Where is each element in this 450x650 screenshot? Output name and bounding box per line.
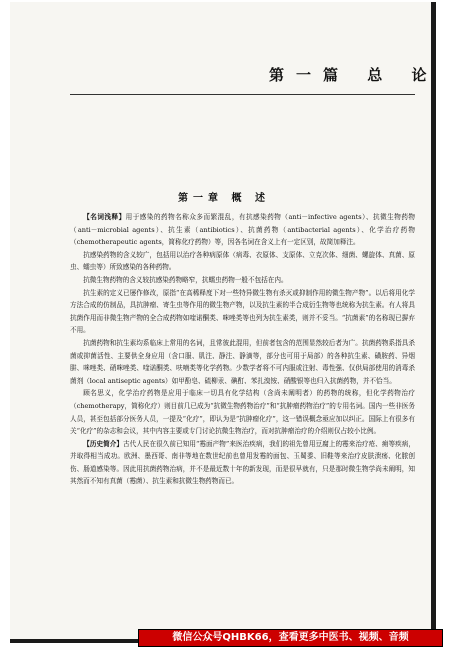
part-divider <box>70 94 415 95</box>
paragraph <box>70 249 415 274</box>
paragraph-text: 抗菌药物和抗生素均系临床上常用的名词，且常彼此混用，但前者包含的范围显然较后者为广。抗菌药物系指具杀菌或抑菌活性、主要供全身应用（含口服、肌注、静注、静滴等，部分也可用于局部）的各种抗生素、磺胺药、异烟肼、咪唑类、硝咪唑类、喹诺酮类、呋喃类等化学药物。少数学者将不可内服或注射、毒性强、仅供局部使用的消毒杀菌剂（local antiseptic agents）如甲酚皂、硫柳汞、碘酊、苯扎溴铵、硝酸银等也归入抗菌药物，并不恰当。 <box>70 338 415 385</box>
chapter-title: 第一章 概 述 <box>178 193 270 204</box>
paragraph-text: 古代人民在很久前已知用“霉面产物”来医治疾病，我们的祖先曾用豆腐上的霉来治疗疮、痈等疾病，并取得相当成功。欧洲、墨西哥、南非等地在数世纪前也曾用发霉的面包、玉蜀黍、旧鞋等来治疗皮肤溃疡、化脓创伤、肠道感染等。因此用抗菌药物治病，并不是最近数十年的新发现，而是很早就有，只是那时微生物学尚未阐明，知其然而不知有真菌（霉菌）、抗生素和抗微生物药物而已。 <box>70 439 416 486</box>
paragraph-text: 抗感染药物的含义较广，包括用以治疗各种病原体（病毒、衣原体、支原体、立克次体、细菌、螺旋体、真菌、原虫、蠕虫等）所致感染的各种药物。 <box>70 250 415 272</box>
paragraph-text: 抗微生物药物的含义较抗感染药物略窄，抗蠕虫药物一般不包括在内。 <box>83 275 288 284</box>
chapter-body <box>70 211 415 488</box>
paragraph <box>70 337 415 387</box>
footer-banner: 微信公众号QHBK66，查看更多中医书、视频、音频 <box>138 629 443 647</box>
paragraph-text: 用于感染的药物名称众多而繁混乱，有抗感染药物（anti－infective agents）、抗微生物药物（anti－microbial agents）、抗生素（antibiotics）、抗菌药物（antibacterial agents）、化学治疗药物（chemotherapeutic agents，简称化疗药物）等，因各名词在含义上有一定区别，故简加释注。 <box>70 213 415 247</box>
paragraph-text: 顾名思义，化学治疗药物是应用于临床一切具有化学结构（含尚未阐明者）的药物的统称，但化学药物治疗（chemotherapy，简称化疗）则目前几已成为“抗微生物药物治疗”和“抗肿瘤药物治疗”的专用名词。国内一些非医务人员，甚至包括部分医务人员，一提及“化疗”，即认为是“抗肿瘤化疗”，这一错误概念亟应加以纠正。国际上有很多有关“化疗”的杂志和会议，其中内容主要或专门讨论抗微生物治疗，而对抗肿瘤治疗的介绍则仅占较小比例。 <box>70 389 415 436</box>
paragraph-tag: 【名词浅释】 <box>83 213 126 221</box>
paragraph <box>70 387 415 437</box>
paragraph <box>70 438 415 488</box>
book-page <box>10 2 439 643</box>
paragraph <box>70 274 415 287</box>
paragraph-tag: 【历史简介】 <box>83 439 123 448</box>
paragraph-text: 抗生素的定义已屡作修改，原指“在高稀释度下对一些特异微生物有杀灭或抑制作用的微生物产物”。以后将用化学方法合成的仿制品，具抗肿瘤、寄生虫等作用的微生物产物，以及抗生素的半合成衍生物等也统称为抗生素。有人将具抗菌作用而非微生物产物的全合成药物如喹诺酮类、咪唑类等也列为抗生素类，则并不妥当。“抗菌素”的名称现已摒弃不用。 <box>70 288 415 335</box>
paragraph <box>70 211 415 249</box>
paragraph <box>70 287 415 337</box>
part-title: 第一篇 总 论 <box>269 66 439 84</box>
